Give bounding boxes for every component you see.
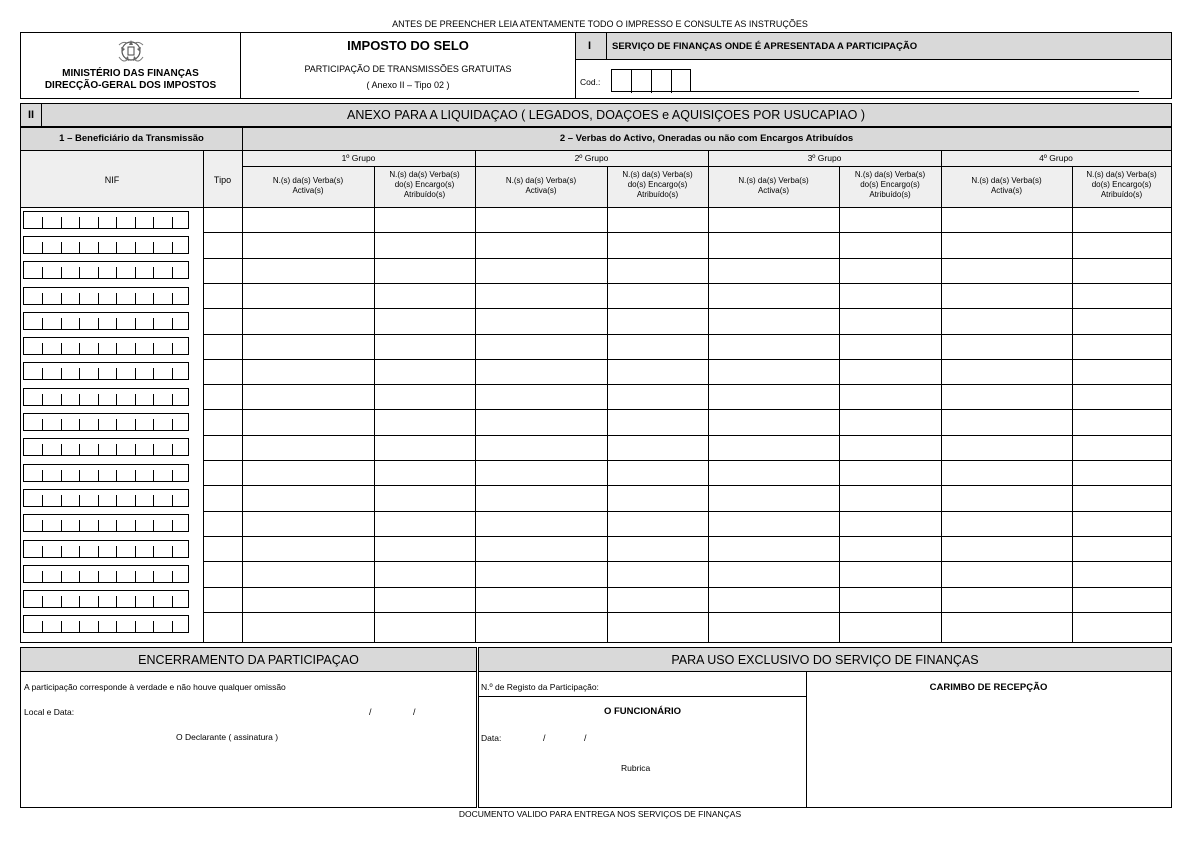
section-2-bar — [20, 103, 1172, 127]
nif-input[interactable] — [23, 312, 189, 330]
local-date-label: Local e Data: — [24, 707, 75, 717]
form-title: IMPOSTO DO SELO — [347, 38, 469, 53]
active-items-cell[interactable] — [243, 410, 373, 433]
charged-items-subheader: do(s) Encargo(s) — [1091, 180, 1152, 189]
charged-items-cell[interactable] — [608, 562, 707, 585]
active-items-cell[interactable] — [709, 562, 838, 585]
active-items-cell[interactable] — [709, 613, 838, 636]
active-items-cell[interactable] — [709, 486, 838, 509]
active-items-cell[interactable] — [942, 436, 1071, 459]
active-items-cell[interactable] — [476, 259, 606, 282]
tipo-cell[interactable] — [204, 233, 241, 256]
charged-items-cell[interactable] — [608, 588, 707, 611]
active-items-cell[interactable] — [243, 335, 373, 358]
charged-items-cell[interactable] — [840, 309, 940, 332]
active-items-cell[interactable] — [709, 360, 838, 383]
cod-input[interactable] — [611, 69, 691, 92]
charged-items-cell[interactable] — [608, 208, 707, 231]
tipo-cell[interactable] — [204, 613, 241, 636]
registry-number-field[interactable] — [609, 678, 799, 694]
declarant-signature-field[interactable] — [81, 748, 411, 798]
date-slash: / — [543, 733, 546, 743]
active-items-cell[interactable] — [942, 562, 1071, 585]
active-items-cell[interactable] — [243, 309, 373, 332]
charged-items-subheader: do(s) Encargo(s) — [860, 180, 920, 189]
reception-stamp-area — [809, 698, 1167, 803]
date-slash: / — [413, 707, 416, 717]
charged-items-cell[interactable] — [375, 512, 474, 535]
active-items-subheader: Activa(s) — [757, 186, 790, 195]
charged-items-subheader: N.(s) da(s) Verba(s) — [622, 170, 693, 179]
office-title: PARA USO EXCLUSIVO DO SERVIÇO DE FINANÇAS — [671, 653, 979, 667]
charged-items-cell[interactable] — [840, 208, 940, 231]
nif-input[interactable] — [23, 413, 189, 431]
form-title-block — [240, 32, 576, 99]
ministry-name: MINISTÉRIO DAS FINANÇAS — [62, 68, 199, 79]
group-header: 3º Grupo — [807, 153, 842, 163]
truth-statement: A participação corresponde à verdade e não houve qualquer omissão — [24, 682, 286, 692]
charged-items-cell[interactable] — [375, 486, 474, 509]
charged-items-cell[interactable] — [1073, 537, 1170, 560]
nif-input[interactable] — [23, 489, 189, 507]
tipo-cell[interactable] — [204, 385, 241, 408]
nif-input[interactable] — [23, 261, 189, 279]
nif-input[interactable] — [23, 514, 189, 532]
active-items-cell[interactable] — [942, 537, 1071, 560]
charged-items-cell[interactable] — [1073, 562, 1170, 585]
official-heading: O FUNCIONÁRIO — [603, 706, 682, 717]
footer-note: DOCUMENTO VALIDO PARA ENTREGA NOS SERVIÇOS DE FINANÇAS — [458, 809, 742, 819]
active-items-cell[interactable] — [243, 259, 373, 282]
charged-items-cell[interactable] — [1073, 233, 1170, 256]
ministry-block — [20, 32, 241, 99]
nif-header: NIF — [104, 175, 120, 185]
charged-items-cell[interactable] — [375, 461, 474, 484]
charged-items-cell[interactable] — [1073, 486, 1170, 509]
charged-items-cell[interactable] — [840, 461, 940, 484]
charged-items-cell[interactable] — [1073, 436, 1170, 459]
charged-items-cell[interactable] — [840, 537, 940, 560]
active-items-subheader: Activa(s) — [990, 186, 1023, 195]
charged-items-cell[interactable] — [840, 410, 940, 433]
nif-input[interactable] — [23, 565, 189, 583]
active-items-cell[interactable] — [709, 410, 838, 433]
charged-items-cell[interactable] — [608, 284, 707, 307]
charged-items-cell[interactable] — [375, 537, 474, 560]
charged-items-cell[interactable] — [375, 410, 474, 433]
registry-label: N.º de Registo da Participação: — [481, 682, 599, 692]
charged-items-cell[interactable] — [840, 385, 940, 408]
active-items-cell[interactable] — [709, 537, 838, 560]
assets-header: 2 – Verbas do Activo, Oneradas ou não com Encargos Atribuídos — [559, 133, 854, 144]
active-items-cell[interactable] — [476, 309, 606, 332]
charged-items-cell[interactable] — [840, 486, 940, 509]
tipo-cell[interactable] — [204, 309, 241, 332]
active-items-cell[interactable] — [709, 233, 838, 256]
closing-section — [20, 647, 477, 808]
charged-items-cell[interactable] — [375, 360, 474, 383]
charged-items-cell[interactable] — [840, 259, 940, 282]
charged-items-cell[interactable] — [1073, 360, 1170, 383]
tipo-cell[interactable] — [204, 284, 241, 307]
charged-items-cell[interactable] — [375, 208, 474, 231]
tipo-cell[interactable] — [204, 436, 241, 459]
charged-items-cell[interactable] — [1073, 259, 1170, 282]
charged-items-cell[interactable] — [1073, 385, 1170, 408]
charged-items-cell[interactable] — [840, 613, 940, 636]
active-items-cell[interactable] — [243, 208, 373, 231]
charged-items-cell[interactable] — [1073, 588, 1170, 611]
charged-items-cell[interactable] — [840, 335, 940, 358]
group-header: 4º Grupo — [1039, 153, 1073, 163]
charged-items-cell[interactable] — [608, 613, 707, 636]
active-items-subheader: Activa(s) — [525, 186, 557, 195]
active-items-subheader: N.(s) da(s) Verba(s) — [272, 176, 344, 185]
tipo-cell[interactable] — [204, 410, 241, 433]
charged-items-cell[interactable] — [1073, 410, 1170, 433]
charged-items-subheader: Atribuído(s) — [869, 190, 911, 199]
nif-input[interactable] — [23, 388, 189, 406]
local-date-field[interactable] — [91, 704, 351, 718]
charged-items-cell[interactable] — [840, 512, 940, 535]
charged-items-cell[interactable] — [375, 284, 474, 307]
charged-items-cell[interactable] — [1073, 284, 1170, 307]
active-items-cell[interactable] — [476, 562, 606, 585]
nif-input[interactable] — [23, 540, 189, 558]
active-items-cell[interactable] — [942, 208, 1071, 231]
directorate-name: DIRECÇÃO-GERAL DOS IMPOSTOS — [44, 80, 217, 91]
charged-items-cell[interactable] — [608, 410, 707, 433]
charged-items-subheader: do(s) Encargo(s) — [627, 180, 688, 189]
charged-items-cell[interactable] — [375, 436, 474, 459]
active-items-cell[interactable] — [709, 309, 838, 332]
charged-items-cell[interactable] — [608, 436, 707, 459]
liquidation-table — [20, 127, 1172, 643]
active-items-cell[interactable] — [476, 208, 606, 231]
active-items-cell[interactable] — [243, 512, 373, 535]
date-slash: / — [369, 707, 372, 717]
declarant-signature-label: O Declarante ( assinatura ) — [176, 732, 279, 742]
active-items-cell[interactable] — [942, 461, 1071, 484]
office-date-label: Data: — [481, 733, 502, 743]
coat-of-arms-icon — [115, 37, 147, 65]
section-1 — [575, 32, 1172, 99]
charged-items-cell[interactable] — [608, 335, 707, 358]
active-items-cell[interactable] — [942, 512, 1071, 535]
active-items-cell[interactable] — [243, 436, 373, 459]
active-items-cell[interactable] — [476, 410, 606, 433]
charged-items-cell[interactable] — [840, 436, 940, 459]
charged-items-cell[interactable] — [1073, 512, 1170, 535]
section-1-number: I — [588, 40, 592, 52]
active-items-cell[interactable] — [942, 360, 1071, 383]
nif-input[interactable] — [23, 464, 189, 482]
active-items-cell[interactable] — [942, 309, 1071, 332]
group-header: 2º Grupo — [574, 153, 609, 163]
active-items-cell[interactable] — [942, 259, 1071, 282]
tipo-cell[interactable] — [204, 588, 241, 611]
charged-items-cell[interactable] — [375, 562, 474, 585]
form-subtitle: PARTICIPAÇÃO DE TRANSMISSÕES GRATUITAS — [304, 64, 512, 74]
cod-label: Cod.: — [580, 77, 601, 87]
active-items-cell[interactable] — [476, 613, 606, 636]
active-items-cell[interactable] — [243, 284, 373, 307]
tipo-cell[interactable] — [204, 537, 241, 560]
active-items-cell[interactable] — [942, 588, 1071, 611]
charged-items-cell[interactable] — [608, 233, 707, 256]
nif-input[interactable] — [23, 615, 189, 633]
active-items-cell[interactable] — [476, 512, 606, 535]
charged-items-cell[interactable] — [1073, 461, 1170, 484]
nif-input[interactable] — [23, 287, 189, 305]
nif-input[interactable] — [23, 438, 189, 456]
charged-items-cell[interactable] — [608, 259, 707, 282]
active-items-cell[interactable] — [243, 537, 373, 560]
charged-items-cell[interactable] — [375, 309, 474, 332]
active-items-cell[interactable] — [476, 436, 606, 459]
charged-items-cell[interactable] — [840, 284, 940, 307]
active-items-subheader: N.(s) da(s) Verba(s) — [505, 176, 577, 185]
charged-items-cell[interactable] — [375, 588, 474, 611]
tipo-cell[interactable] — [204, 486, 241, 509]
tipo-cell[interactable] — [204, 512, 241, 535]
charged-items-cell[interactable] — [375, 233, 474, 256]
top-notice: ANTES DE PREENCHER LEIA ATENTAMENTE TODO O IMPRESSO E CONSULTE AS INSTRUÇÕES — [392, 19, 808, 29]
nif-input[interactable] — [23, 362, 189, 380]
active-items-cell[interactable] — [243, 588, 373, 611]
charged-items-cell[interactable] — [608, 512, 707, 535]
charged-items-subheader: do(s) Encargo(s) — [394, 180, 455, 189]
charged-items-cell[interactable] — [608, 309, 707, 332]
tipo-cell[interactable] — [204, 461, 241, 484]
active-items-cell[interactable] — [942, 233, 1071, 256]
reception-stamp-label: CARIMBO DE RECEPÇÃO — [929, 682, 1048, 693]
active-items-cell[interactable] — [243, 461, 373, 484]
active-items-cell[interactable] — [709, 436, 838, 459]
beneficiary-header: 1 – Beneficiário da Transmissão — [59, 133, 204, 144]
active-items-cell[interactable] — [476, 588, 606, 611]
active-items-subheader: N.(s) da(s) Verba(s) — [738, 176, 809, 185]
active-items-cell[interactable] — [709, 208, 838, 231]
charged-items-cell[interactable] — [840, 588, 940, 611]
active-items-cell[interactable] — [709, 284, 838, 307]
charged-items-cell[interactable] — [840, 562, 940, 585]
tipo-header: Tipo — [213, 175, 232, 185]
date-slash: / — [584, 733, 587, 743]
section-2-number: II — [28, 109, 35, 121]
tipo-cell[interactable] — [204, 562, 241, 585]
charged-items-cell[interactable] — [608, 360, 707, 383]
charged-items-cell[interactable] — [840, 233, 940, 256]
active-items-cell[interactable] — [709, 512, 838, 535]
charged-items-cell[interactable] — [608, 486, 707, 509]
active-items-subheader: Activa(s) — [292, 186, 324, 195]
active-items-cell[interactable] — [476, 233, 606, 256]
active-items-cell[interactable] — [476, 537, 606, 560]
charged-items-cell[interactable] — [840, 360, 940, 383]
charged-items-subheader: Atribuído(s) — [636, 190, 679, 199]
tipo-cell[interactable] — [204, 335, 241, 358]
active-items-cell[interactable] — [476, 486, 606, 509]
nif-input[interactable] — [23, 590, 189, 608]
active-items-cell[interactable] — [709, 385, 838, 408]
active-items-cell[interactable] — [476, 335, 606, 358]
nif-input[interactable] — [23, 211, 189, 229]
tipo-cell[interactable] — [204, 259, 241, 282]
tipo-cell[interactable] — [204, 208, 241, 231]
charged-items-subheader: Atribuído(s) — [403, 190, 446, 199]
active-items-cell[interactable] — [709, 461, 838, 484]
office-section — [478, 647, 1172, 808]
charged-items-cell[interactable] — [1073, 208, 1170, 231]
nif-input[interactable] — [23, 337, 189, 355]
charged-items-cell[interactable] — [608, 461, 707, 484]
charged-items-subheader: N.(s) da(s) Verba(s) — [389, 170, 460, 179]
section-2-title: ANEXO PARA A LIQUIDAÇAO ( LEGADOS, DOAÇOES e AQUISIÇOES POR USUCAPIAO ) — [347, 108, 865, 122]
charged-items-cell[interactable] — [1073, 335, 1170, 358]
charged-items-cell[interactable] — [1073, 309, 1170, 332]
charged-items-cell[interactable] — [1073, 613, 1170, 636]
active-items-subheader: N.(s) da(s) Verba(s) — [971, 176, 1042, 185]
active-items-cell[interactable] — [942, 385, 1071, 408]
active-items-cell[interactable] — [476, 385, 606, 408]
form-annex: ( Anexo II – Tipo 02 ) — [366, 80, 450, 90]
active-items-cell[interactable] — [243, 233, 373, 256]
tipo-cell[interactable] — [204, 360, 241, 383]
active-items-cell[interactable] — [476, 360, 606, 383]
active-items-cell[interactable] — [709, 259, 838, 282]
active-items-cell[interactable] — [709, 335, 838, 358]
charged-items-subheader: Atribuído(s) — [1100, 190, 1143, 199]
closing-title: ENCERRAMENTO DA PARTICIPAÇAO — [138, 653, 359, 667]
rubric-label: Rubrica — [621, 763, 651, 773]
active-items-cell[interactable] — [476, 461, 606, 484]
charged-items-cell[interactable] — [375, 335, 474, 358]
office-name-line[interactable] — [611, 91, 1139, 92]
active-items-cell[interactable] — [243, 486, 373, 509]
charged-items-cell[interactable] — [608, 385, 707, 408]
active-items-cell[interactable] — [243, 385, 373, 408]
charged-items-cell[interactable] — [375, 613, 474, 636]
active-items-cell[interactable] — [243, 562, 373, 585]
charged-items-cell[interactable] — [608, 537, 707, 560]
charged-items-cell[interactable] — [375, 385, 474, 408]
charged-items-subheader: N.(s) da(s) Verba(s) — [1086, 170, 1157, 179]
active-items-cell[interactable] — [243, 360, 373, 383]
group-header: 1º Grupo — [341, 153, 376, 163]
section-1-title: SERVIÇO DE FINANÇAS ONDE É APRESENTADA A PARTICIPAÇÃO — [612, 41, 918, 52]
active-items-cell[interactable] — [942, 486, 1071, 509]
nif-input[interactable] — [23, 236, 189, 254]
charged-items-cell[interactable] — [375, 259, 474, 282]
active-items-cell[interactable] — [476, 284, 606, 307]
active-items-cell[interactable] — [243, 613, 373, 636]
active-items-cell[interactable] — [942, 410, 1071, 433]
active-items-cell[interactable] — [942, 335, 1071, 358]
active-items-cell[interactable] — [942, 613, 1071, 636]
charged-items-subheader: N.(s) da(s) Verba(s) — [854, 170, 926, 179]
active-items-cell[interactable] — [942, 284, 1071, 307]
active-items-cell[interactable] — [709, 588, 838, 611]
